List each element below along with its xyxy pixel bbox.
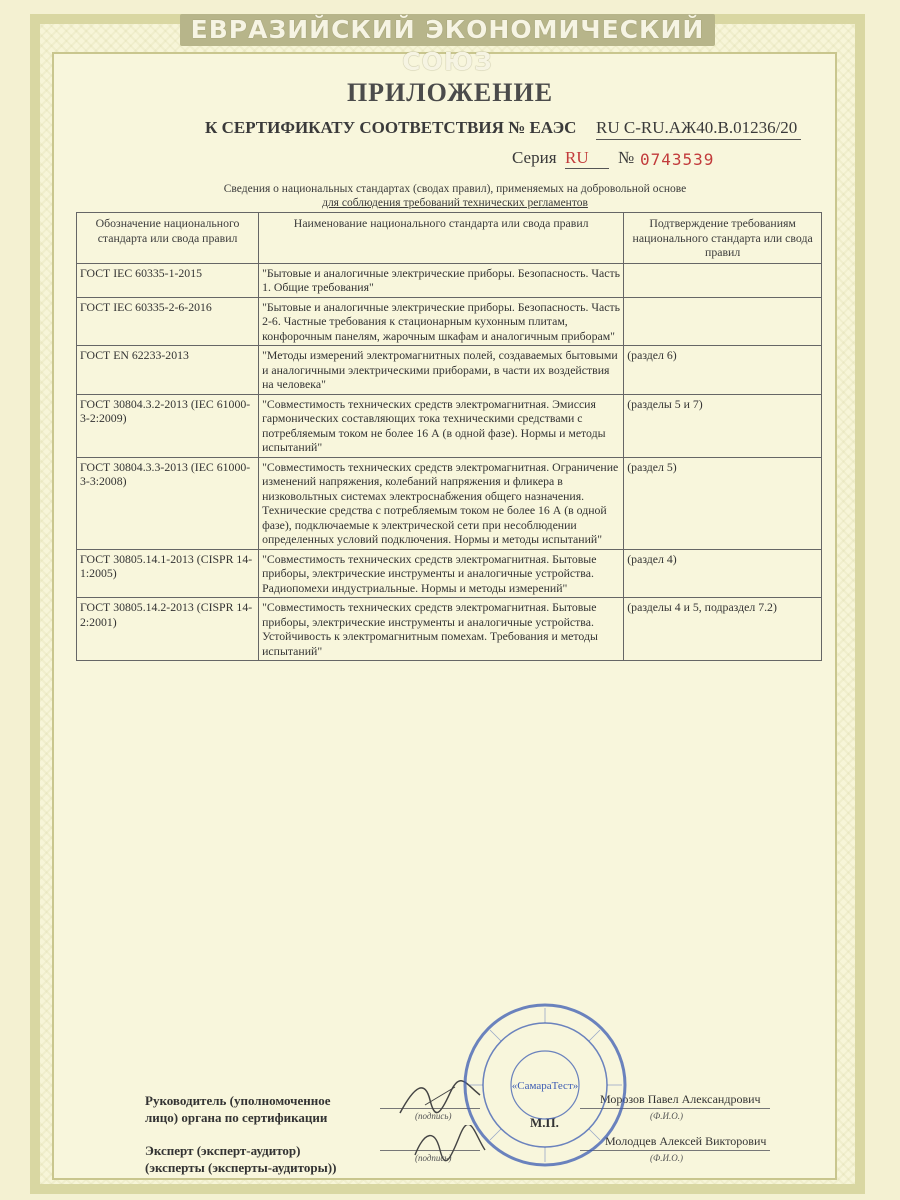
table-row (77, 549, 822, 598)
table-row (77, 457, 822, 549)
standard-confirm (624, 297, 822, 346)
standard-name: "Совместимость технических средств электромагнитная. Эмиссия гармонических составляющих тока техническими средствами с потребляемым током не более 16 А (в одной фазе). Нормы и методы испытаний" (259, 394, 624, 457)
column-header-confirm: Подтверждение требованиям национального стандарта или свода правил (624, 213, 822, 264)
standard-code: ГОСТ 30804.3.2-2013 (IEC 61000-3-2:2009) (77, 394, 259, 457)
page-title: ПРИЛОЖЕНИЕ (346, 78, 554, 107)
union-banner: ЕВРАЗИЙСКИЙ ЭКОНОМИЧЕСКИЙ СОЮЗ (180, 14, 715, 46)
stamp-center-text: «СамараТест» (511, 1080, 579, 1092)
stamp-place-label: М.П. (530, 1115, 559, 1130)
blank-number: 0743539 (640, 150, 715, 169)
standard-code: ГОСТ IEC 60335-2-6-2016 (77, 297, 259, 346)
certificate-line-label: К СЕРТИФИКАТУ СООТВЕТСТВИЯ № ЕАЭС (205, 118, 577, 137)
expert-label-line-2: (эксперты (эксперты-аудиторы)) (145, 1160, 337, 1175)
expert-label-line-1: Эксперт (эксперт-аудитор) (145, 1143, 301, 1158)
table-row (77, 394, 822, 457)
table-row (77, 346, 822, 395)
head-label-line-1: Руководитель (уполномоченное (145, 1093, 331, 1108)
table-row (77, 598, 822, 661)
series-label: Серия (512, 148, 557, 167)
standard-name: "Совместимость технических средств электромагнитная. Бытовые приборы, электрические инструменты и аналогичные устройства. Устойчивость к электромагнитным помехам. Требования и методы испытаний" (259, 598, 624, 661)
column-header-name: Наименование национального стандарта или свода правил (259, 213, 624, 264)
standard-code: ГОСТ 30805.14.1-2013 (CISPR 14-1:2005) (77, 549, 259, 598)
standard-confirm (624, 263, 822, 297)
standard-name: "Совместимость технических средств электромагнитная. Ограничение изменений напряжения, колебаний напряжения и фликера в низковольтных системах электроснабжения общего назначения. Технические средства с потребляемым током не более 16 А (в одной фазе), подключаемые к электрической сети при несоблюдении определенных условий подключения. Нормы и методы испытаний" (259, 457, 624, 549)
certificate-number: RU C-RU.АЖ40.В.01236/20 (596, 118, 801, 140)
series-value: RU (565, 148, 609, 169)
organization-stamp (460, 1000, 630, 1170)
intro-text (160, 182, 750, 210)
standard-code: ГОСТ EN 62233-2013 (77, 346, 259, 395)
standard-code: ГОСТ 30804.3.3-2013 (IEC 61000-3-3:2008) (77, 457, 259, 549)
intro-line-1: Сведения о национальных стандартах (сводах правил), применяемых на добровольной основе (223, 183, 687, 195)
table-row (77, 263, 822, 297)
standards-table (76, 212, 822, 661)
table-header-row (77, 213, 822, 264)
standard-name: "Методы измерений электромагнитных полей, создаваемых бытовыми и аналогичными электрическими приборами, в части их воздействия на человека" (259, 346, 624, 395)
head-fio-caption: (Ф.И.О.) (650, 1111, 683, 1121)
expert-fio-caption: (Ф.И.О.) (650, 1153, 683, 1163)
expert-name: Молодцев Алексей Викторович (605, 1134, 767, 1148)
standard-code: ГОСТ 30805.14.2-2013 (CISPR 14-2:2001) (77, 598, 259, 661)
head-name: Морозов Павел Александрович (600, 1092, 761, 1106)
table-row (77, 297, 822, 346)
number-label: № (618, 148, 635, 167)
column-header-code: Обозначение национального стандарта или свода правил (77, 213, 259, 264)
standard-confirm: (раздел 5) (624, 457, 822, 549)
standard-name: "Совместимость технических средств электромагнитная. Бытовые приборы, электрические инструменты и аналогичные устройства. Радиопомехи индустриальные. Нормы и методы измерений" (259, 549, 624, 598)
intro-line-2: для соблюдения требований технических регламентов (322, 197, 588, 209)
standard-code: ГОСТ IEC 60335-1-2015 (77, 263, 259, 297)
expert-signature-caption: (подпись) (415, 1153, 452, 1163)
standard-confirm: (раздел 6) (624, 346, 822, 395)
standard-confirm: (разделы 5 и 7) (624, 394, 822, 457)
standard-name: "Бытовые и аналогичные электрические приборы. Безопасность. Часть 1. Общие требования" (259, 263, 624, 297)
head-signature-caption: (подпись) (415, 1111, 452, 1121)
standard-confirm: (разделы 4 и 5, подраздел 7.2) (624, 598, 822, 661)
standard-name: "Бытовые и аналогичные электрические приборы. Безопасность. Часть 2-6. Частные требования к стационарным кухонным плитам, конфорочным панелям, жарочным шкафам и аналогичным приборам" (259, 297, 624, 346)
standard-confirm: (раздел 4) (624, 549, 822, 598)
head-label-line-2: лицо) органа по сертификации (145, 1110, 328, 1125)
